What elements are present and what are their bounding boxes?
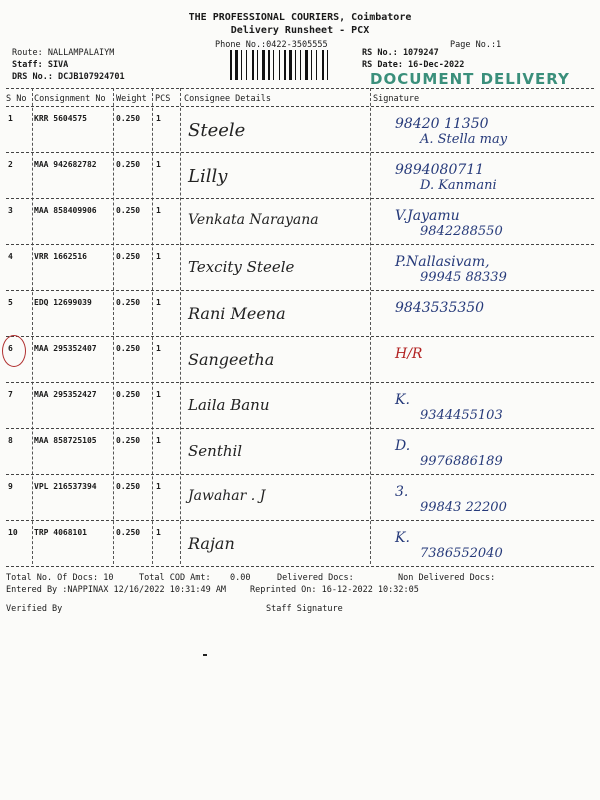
row-separator [6,152,594,153]
row-sno: 10 [8,528,18,537]
reprinted-on: Reprinted On: 16-12-2022 10:32:05 [250,585,419,595]
route: Route: NALLAMPALAIYM [12,48,115,58]
row-sno: 3 [8,206,13,215]
row-signature-line2: 99945 88339 [420,270,507,285]
row-sno: 5 [8,298,13,307]
row-signature-line2: 9344455103 [420,408,503,423]
speck [203,654,207,656]
row-separator [6,198,594,199]
row-pcs: 1 [156,298,161,307]
row-weight: 0.250 [116,252,141,261]
document-delivery-stamp: DOCUMENT DELIVERY [370,70,570,88]
row-signature-line2: 9842288550 [420,224,503,239]
delivered-docs: Delivered Docs: [277,573,354,583]
row-consignee: Rajan [188,534,235,553]
row-signature-line1: D. [395,438,411,454]
row-consignment: VRR 1662516 [34,252,87,261]
row-sno: 2 [8,160,13,169]
staff: Staff: SIVA [12,60,69,70]
row-sno: 7 [8,390,13,399]
row-signature-line1: 9894080711 [395,162,485,178]
row-consignee: Jawahar . J [188,488,266,504]
row-pcs: 1 [156,344,161,353]
staff-signature: Staff Signature [266,604,343,614]
row-sno: 4 [8,252,13,261]
row-signature-line2: D. Kanmani [420,178,497,193]
row-consignee: Steele [188,120,246,141]
row-weight: 0.250 [116,344,141,353]
row-signature-line1: V.Jayamu [395,208,460,224]
rs-number: RS No.: 1079247 [362,48,439,58]
col-signature: Signature [373,94,420,104]
row-weight: 0.250 [116,160,141,169]
row-consignment: MAA 858725105 [34,436,97,445]
row-separator [6,474,594,475]
row-weight: 0.250 [116,206,141,215]
row-sno: 1 [8,114,13,123]
row-consignment: MAA 858409906 [34,206,97,215]
row-consignment: VPL 216537394 [34,482,97,491]
col-weight: Weight [116,94,147,104]
non-delivered-docs: Non Delivered Docs: [398,573,496,583]
row-sno: 8 [8,436,13,445]
row-sno: 6 [8,344,13,353]
row-pcs: 1 [156,252,161,261]
row-pcs: 1 [156,528,161,537]
row-signature-line1: K. [395,530,410,546]
verified-by: Verified By [6,604,63,614]
row-pcs: 1 [156,206,161,215]
row-consignee: Venkata Narayana [188,212,319,228]
row-consignment: EDQ 12699039 [34,298,92,307]
row-pcs: 1 [156,482,161,491]
row-consignment: MAA 942682782 [34,160,97,169]
row-consignee: Sangeetha [188,350,275,369]
row-weight: 0.250 [116,298,141,307]
row-signature-line1: P.Nallasivam, [395,254,490,270]
row-weight: 0.250 [116,528,141,537]
entered-by: Entered By :NAPPINAX 12/16/2022 10:31:49 AM [6,585,227,595]
row-consignment: TRP 4068101 [34,528,87,537]
row-consignee: Senthil [188,442,243,460]
row-signature-line1: 9843535350 [395,300,485,316]
row-signature-line2: 99843 22200 [420,500,507,515]
row-consignee: Lilly [188,166,228,187]
row-signature-line1: K. [395,392,410,408]
row-signature-line1: 3. [395,484,409,500]
row-consignment: MAA 295352407 [34,344,97,353]
document-title: Delivery Runsheet - PCX [230,25,370,36]
company-title: THE PROFESSIONAL COURIERS, Coimbatore [188,12,412,23]
row-pcs: 1 [156,436,161,445]
row-pcs: 1 [156,114,161,123]
row-weight: 0.250 [116,436,141,445]
col-pcs: PCS [155,94,171,104]
row-separator [6,428,594,429]
row-consignee: Laila Banu [188,396,270,414]
row-sno: 9 [8,482,13,491]
rs-date: RS Date: 16-Dec-2022 [362,60,465,70]
col-consignee: Consignee Details [184,94,271,104]
row-signature-line2: 7386552040 [420,546,503,561]
phone-number: Phone No.:0422-3505555 [215,40,328,50]
row-consignee: Rani Meena [188,304,286,323]
row-signature-line2: 9976886189 [420,454,503,469]
row-signature-line1: H/R [395,346,423,362]
row-separator [6,336,594,337]
row-separator [6,290,594,291]
circle-mark [2,335,26,367]
row-consignee: Texcity Steele [188,258,295,276]
row-weight: 0.250 [116,114,141,123]
total-cod-label: Total COD Amt: [139,573,211,583]
col-sno: S No [6,94,27,104]
page-number: Page No.:1 [450,40,502,50]
row-consignment: KRR 5604575 [34,114,87,123]
col-consignment: Consignment No [34,94,106,104]
row-consignment: MAA 295352427 [34,390,97,399]
row-signature-line2: A. Stella may [420,132,508,147]
row-weight: 0.250 [116,482,141,491]
row-signature-line1: 98420 11350 [395,116,489,132]
row-separator [6,382,594,383]
barcode [230,50,355,80]
row-separator [6,520,594,521]
row-pcs: 1 [156,160,161,169]
row-separator [6,244,594,245]
drs-number: DRS No.: DCJB107924701 [12,72,125,82]
row-weight: 0.250 [116,390,141,399]
total-cod-value: 0.00 [230,573,251,583]
row-pcs: 1 [156,390,161,399]
total-docs: Total No. Of Docs: 10 [6,573,114,583]
